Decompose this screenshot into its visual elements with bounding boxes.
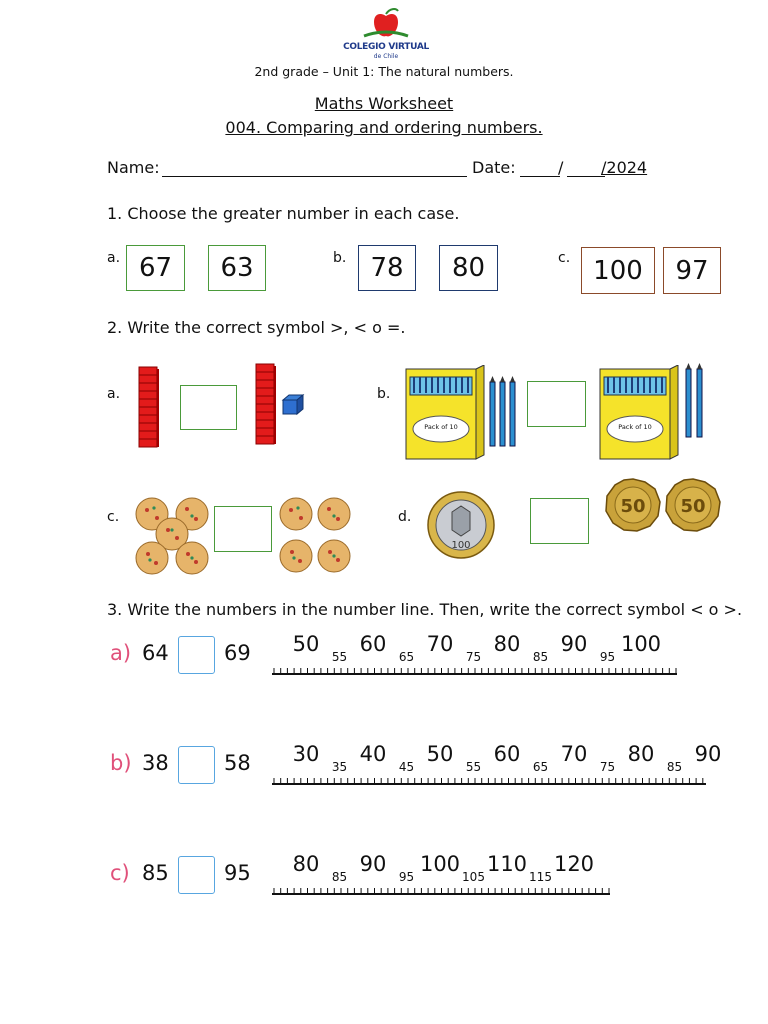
- q2c-answer-box[interactable]: [214, 506, 272, 552]
- number-line-label: 90: [560, 632, 588, 656]
- number-line-label: 80: [627, 742, 655, 766]
- loose-pencils-icon: [487, 376, 519, 448]
- pack-label: Pack of 10: [424, 423, 458, 431]
- q1b-left-number[interactable]: 78: [358, 245, 416, 291]
- number-line-minor-label: 55: [331, 650, 348, 664]
- date-label: Date:: [472, 158, 516, 177]
- logo-subtext: de Chile: [373, 53, 399, 60]
- q1c-right-number[interactable]: 97: [663, 247, 721, 294]
- coin-value-50: 50: [680, 496, 706, 517]
- coin-value-50: 50: [620, 496, 646, 517]
- date-separator: /: [558, 158, 564, 177]
- number-line: [272, 772, 706, 786]
- q1b-right-number[interactable]: 80: [439, 245, 498, 291]
- q2b-letter: b.: [377, 386, 391, 402]
- q2-prompt: 2. Write the correct symbol >, < o =.: [107, 318, 406, 337]
- school-logo: [340, 8, 432, 64]
- number-line-minor-label: 85: [331, 870, 348, 884]
- q3-right-number: 58: [224, 751, 251, 775]
- number-line-label: 80: [493, 632, 521, 656]
- q3-symbol-box[interactable]: [178, 746, 215, 784]
- q1b-letter: b.: [333, 250, 347, 266]
- q2c-letter: c.: [107, 509, 120, 525]
- cookies-icon: [132, 496, 212, 578]
- coin-50-icon: [604, 478, 662, 532]
- pencil-pack-icon: [404, 365, 486, 461]
- number-line-label: 50: [292, 632, 320, 656]
- number-line-minor-label: 115: [529, 870, 552, 884]
- name-label: Name:: [107, 158, 160, 177]
- coin-100-icon: [426, 490, 496, 560]
- coin-value-100: 100: [451, 540, 471, 551]
- q3-item-letter: c): [110, 861, 130, 885]
- number-line-minor-label: 95: [398, 870, 415, 884]
- number-line-minor-label: 85: [532, 650, 549, 664]
- pack-label: Pack of 10: [618, 423, 652, 431]
- number-line-label: 40: [359, 742, 387, 766]
- q3-left-number: 64: [142, 641, 169, 665]
- number-line-minor-label: 55: [465, 760, 482, 774]
- number-line: [272, 662, 677, 676]
- apple-icon: [340, 8, 432, 44]
- q3-item-letter: b): [110, 751, 132, 775]
- number-line-minor-label: 85: [666, 760, 683, 774]
- number-line-label: 30: [292, 742, 320, 766]
- q1-prompt: 1. Choose the greater number in each case.: [107, 204, 460, 223]
- q2a-letter: a.: [107, 386, 121, 402]
- number-line-label: 90: [359, 852, 387, 876]
- q2b-answer-box[interactable]: [527, 381, 586, 427]
- number-line-minor-label: 95: [599, 650, 616, 664]
- number-line-minor-label: 65: [532, 760, 549, 774]
- q3-prompt: 3. Write the numbers in the number line. Then, write the correct symbol < o >.: [107, 600, 743, 619]
- number-line-minor-label: 75: [599, 760, 616, 774]
- number-line-label: 90: [694, 742, 722, 766]
- number-line-minor-label: 35: [331, 760, 348, 774]
- number-line-minor-label: 105: [462, 870, 485, 884]
- q1a-letter: a.: [107, 250, 121, 266]
- worksheet-title: Maths Worksheet: [314, 94, 454, 113]
- q2d-letter: d.: [398, 509, 412, 525]
- date-day-line[interactable]: [520, 176, 560, 177]
- ten-rod-block-icon: [255, 363, 277, 447]
- q3-symbol-box[interactable]: [178, 856, 215, 894]
- q2a-answer-box[interactable]: [180, 385, 237, 430]
- q3-right-number: 69: [224, 641, 251, 665]
- date-month-line[interactable]: [567, 176, 605, 177]
- q1a-right-number[interactable]: 63: [208, 245, 266, 291]
- q1c-letter: c.: [558, 250, 571, 266]
- q3-left-number: 85: [142, 861, 169, 885]
- q2d-answer-box[interactable]: [530, 498, 589, 544]
- number-line-label: 100: [620, 632, 662, 656]
- lesson-title: 004. Comparing and ordering numbers.: [225, 118, 543, 137]
- number-line-minor-label: 75: [465, 650, 482, 664]
- number-line-label: 50: [426, 742, 454, 766]
- q1c-left-number[interactable]: 100: [581, 247, 655, 294]
- pencil-pack-icon: [598, 365, 680, 461]
- q1a-left-number[interactable]: 67: [126, 245, 185, 291]
- number-line: [272, 882, 610, 896]
- q3-item-letter: a): [110, 641, 132, 665]
- q3-symbol-box[interactable]: [178, 636, 215, 674]
- q3-left-number: 38: [142, 751, 169, 775]
- number-line-label: 60: [493, 742, 521, 766]
- cookies-icon: [276, 496, 356, 578]
- number-line-minor-label: 65: [398, 650, 415, 664]
- number-line-label: 100: [419, 852, 461, 876]
- name-line[interactable]: [162, 176, 467, 177]
- unit-subtitle: 2nd grade – Unit 1: The natural numbers.: [254, 64, 514, 79]
- number-line-label: 120: [553, 852, 595, 876]
- number-line-label: 70: [426, 632, 454, 656]
- number-line-label: 60: [359, 632, 387, 656]
- logo-text: COLEGIO VIRTUAL: [343, 42, 429, 52]
- number-line-label: 70: [560, 742, 588, 766]
- unit-cube-icon: [281, 394, 305, 416]
- loose-pencils-icon: [683, 363, 707, 439]
- coin-50-icon: [664, 478, 722, 532]
- q3-right-number: 95: [224, 861, 251, 885]
- date-year: /2024: [601, 158, 648, 177]
- number-line-label: 110: [486, 852, 528, 876]
- number-line-label: 80: [292, 852, 320, 876]
- ten-rod-block-icon: [138, 366, 160, 450]
- number-line-minor-label: 45: [398, 760, 415, 774]
